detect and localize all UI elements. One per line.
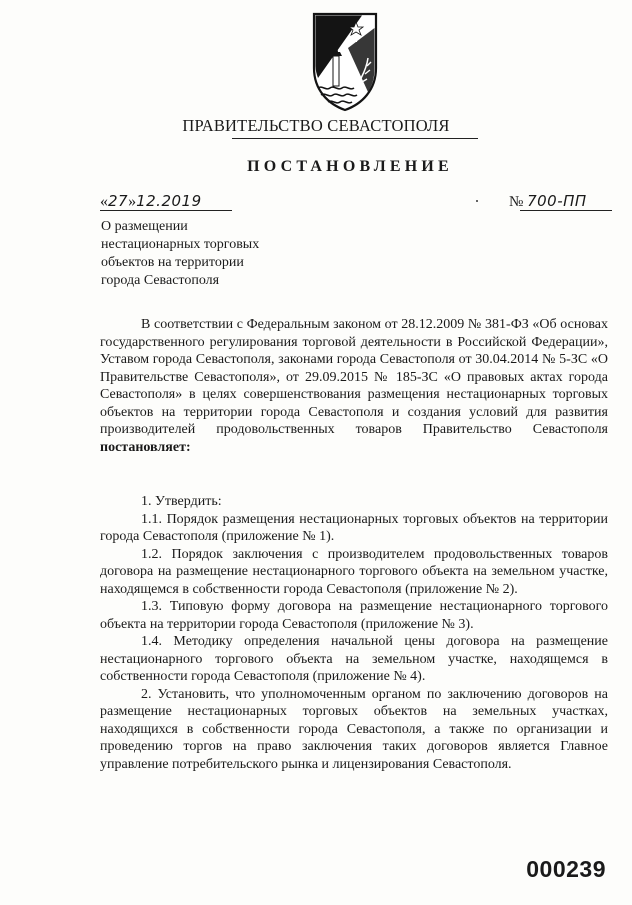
- number-underline: [520, 210, 612, 211]
- document-number: [509, 192, 619, 211]
- document-type-title: ПОСТАНОВЛЕНИЕ: [247, 158, 453, 175]
- date-close-quote: »: [128, 193, 137, 210]
- item-1-1: 1.1. Порядок размещения нестационарных торговых объектов на территории города Севастополя (приложение № 1).: [100, 511, 608, 544]
- date-open-quote: «: [100, 193, 108, 210]
- subject-line: О размещении: [101, 219, 188, 234]
- government-name-underline: [232, 138, 478, 139]
- sevastopol-coat-of-arms-icon: [306, 8, 384, 112]
- number-sign: №: [509, 194, 524, 210]
- item-1-2: 1.2. Порядок заключения с производителем продовольственных товаров договора на размещение нестационарного торгового объекта на земельном участке, находящемся в собственности города Севастополя (приложение № 2).: [100, 546, 608, 597]
- scan-dot: [476, 200, 478, 202]
- serial-number-stamp: 000239: [526, 856, 606, 882]
- subject-line: города Севастополя: [101, 273, 220, 288]
- item-2: 2. Установить, что уполномоченным органом по заключению договоров на размещение нестационарных торговых объектов на земельных участках, находящихся в собственности города Севастополя, а также по организации и проведению торгов на право заключения таких договоров является Главное управление потребительского рынка и лицензирования Севастополя.: [100, 686, 608, 772]
- document-date: [100, 192, 240, 212]
- date-day: 27: [108, 192, 129, 210]
- preamble-paragraph: [100, 316, 608, 456]
- subject-line: нестационарных торговых: [101, 237, 260, 252]
- item-1-3: 1.3. Типовую форму договора на размещение нестационарного торгового объекта на территории города Севастополя (приложение № 3).: [100, 599, 608, 632]
- item-1: 1. Утвердить:: [141, 494, 222, 509]
- date-underline: [100, 210, 232, 211]
- preamble-text: В соответствии с Федеральным законом от 28.12.2009 № 381-ФЗ «Об основах государственного регулирования торговой деятельности в Российской Федерации», Уставом города Севастополя, законами города Севастополя от 30.04.2014 № 5-ЗС «О Правительстве Севастополя», от 29.09.2015 № 185-ЗС «О правовых актах города Севастополя» в целях совершенствования размещения нестационарных торговых объектов на территории города Севастополя и создания условий для развития производителей продовольственных товаров Правительство Севастополя: [100, 317, 608, 437]
- decree-word: постановляет:: [100, 439, 191, 455]
- number-value: 700-ПП: [527, 192, 587, 210]
- subject-line: объектов на территории: [101, 255, 244, 270]
- decree-items: [100, 493, 608, 773]
- item-1-4: 1.4. Методику определения начальной цены договора на размещение нестационарного торгового объекта на земельном участке, находящемся в собственности города Севастополя (приложение № 4).: [100, 634, 608, 684]
- date-month-year: 12.2019: [136, 192, 202, 210]
- government-name: ПРАВИТЕЛЬСТВО СЕВАСТОПОЛЯ: [182, 116, 450, 135]
- document-subject: [101, 218, 341, 290]
- preamble-block: [100, 316, 608, 456]
